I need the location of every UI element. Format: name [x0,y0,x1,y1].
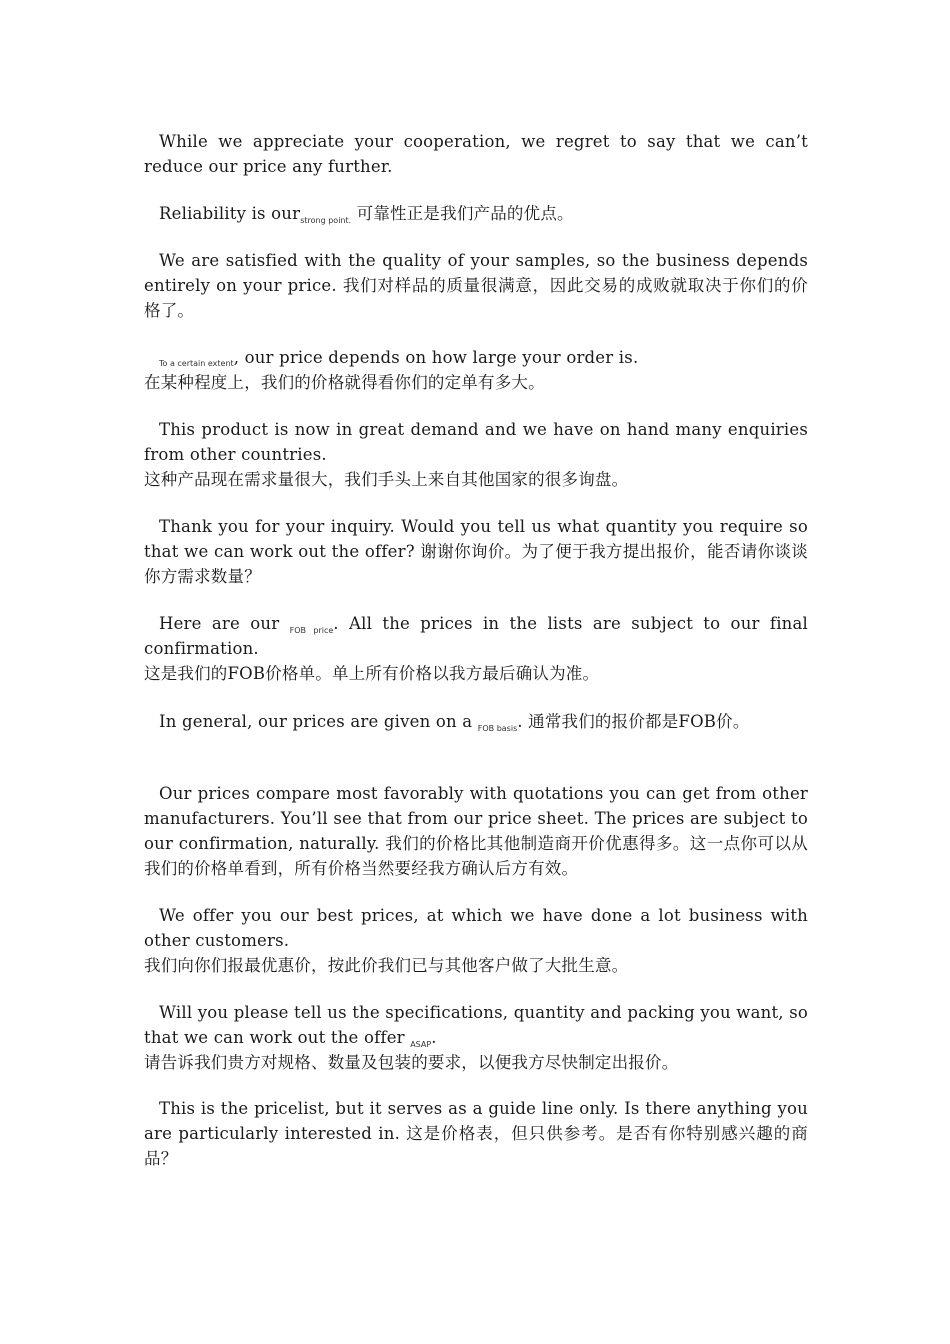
paragraph-1-en: While we appreciate your cooperation, we regret to say that we can’t reduce our price any further. [144,132,814,176]
paragraph-5 [144,417,814,492]
paragraph-10-en: We offer you our best prices, at which we have done a lot business with other customers. [144,906,814,950]
paragraph-4-en: , our price depends on how large your order is. [233,348,639,367]
paragraph-11-en-end: . [431,1028,437,1047]
paragraph-12-en: This is the pricelist, but it serves as a guide line only. Is there anything you are particularly interested in. [144,1099,814,1143]
paragraph-10-zh: 我们向你们报最优惠价，按此价我们已与其他客户做了大批生意。 [144,956,629,975]
paragraph-7 [144,611,814,686]
paragraph-7-en-end: . All the prices in the lists are subject to our final confirmation. [144,614,814,658]
paragraph-1 [144,129,814,179]
paragraph-5-en: This product is now in great demand and we have on hand many enquiries from other countries. [144,420,814,464]
paragraph-6 [144,514,814,589]
paragraph-2-inline-note: strong point. [300,216,352,225]
paragraph-8-en-end: . [517,712,523,731]
paragraph-8-en-start: In general, our prices are given on a [159,712,473,731]
paragraph-5-zh: 这种产品现在需求量很大，我们手头上来自其他国家的很多询盘。 [144,470,629,489]
paragraph-3-en: We are satisfied with the quality of your samples, so the business depends entirely on your price. [144,251,814,295]
paragraph-7-zh: 这是我们的FOB价格单。单上所有价格以我方最后确认为准。 [144,664,600,683]
paragraph-10 [144,903,814,978]
paragraph-2-en: Reliability is our [159,204,301,223]
paragraph-7-inline-note: FOB price [289,626,334,635]
paragraph-9-en: Our prices compare most favorably with quotations you can get from other manufacturers. You’ll see that from our price sheet. The prices are subject to our confirmation, naturally. [144,784,814,853]
paragraph-8-inline-note: FOB basis [477,724,518,733]
paragraph-2-zh: 可靠性正是我们产品的优点。 [351,204,574,223]
paragraph-9-zh: 我们的价格比其他制造商开价优惠得多。这一点你可以从我们的价格单看到，所有价格当然要经我方确认后方有效。 [144,834,808,878]
paragraph-2 [144,201,808,226]
paragraph-8-zh: 通常我们的报价都是FOB价。 [522,712,750,731]
paragraph-9 [144,781,814,881]
paragraph-8 [144,709,808,734]
paragraph-4 [144,345,808,395]
paragraph-4-inline-note: To a certain extent [159,359,234,368]
paragraph-7-en-start: Here are our [159,614,280,633]
paragraph-3-zh: 我们对样品的质量很满意，因此交易的成败就取决于你们的价格了。 [144,276,808,320]
paragraph-11-en-start: Will you please tell us the specifications, quantity and packing you want, so that we can work out the offer [144,1003,814,1047]
paragraph-12 [144,1096,814,1171]
paragraph-11-zh: 请告诉我们贵方对规格、数量及包装的要求，以便我方尽快制定出报价。 [144,1053,679,1072]
paragraph-12-zh: 这是价格表，但只供参考。是否有你特别感兴趣的商品？ [144,1124,808,1168]
paragraph-11 [144,1000,814,1075]
paragraph-6-en: Thank you for your inquiry. Would you tell us what quantity you require so that we can work out the offer? [144,517,814,561]
paragraph-6-zh: 谢谢你询价。为了便于我方提出报价，能否请你谈谈你方需求数量？ [144,542,809,586]
paragraph-4-zh: 在某种程度上，我们的价格就得看你们的定单有多大。 [144,373,545,392]
paragraph-3 [144,248,814,323]
paragraph-11-inline-note: ASAP [410,1040,432,1049]
